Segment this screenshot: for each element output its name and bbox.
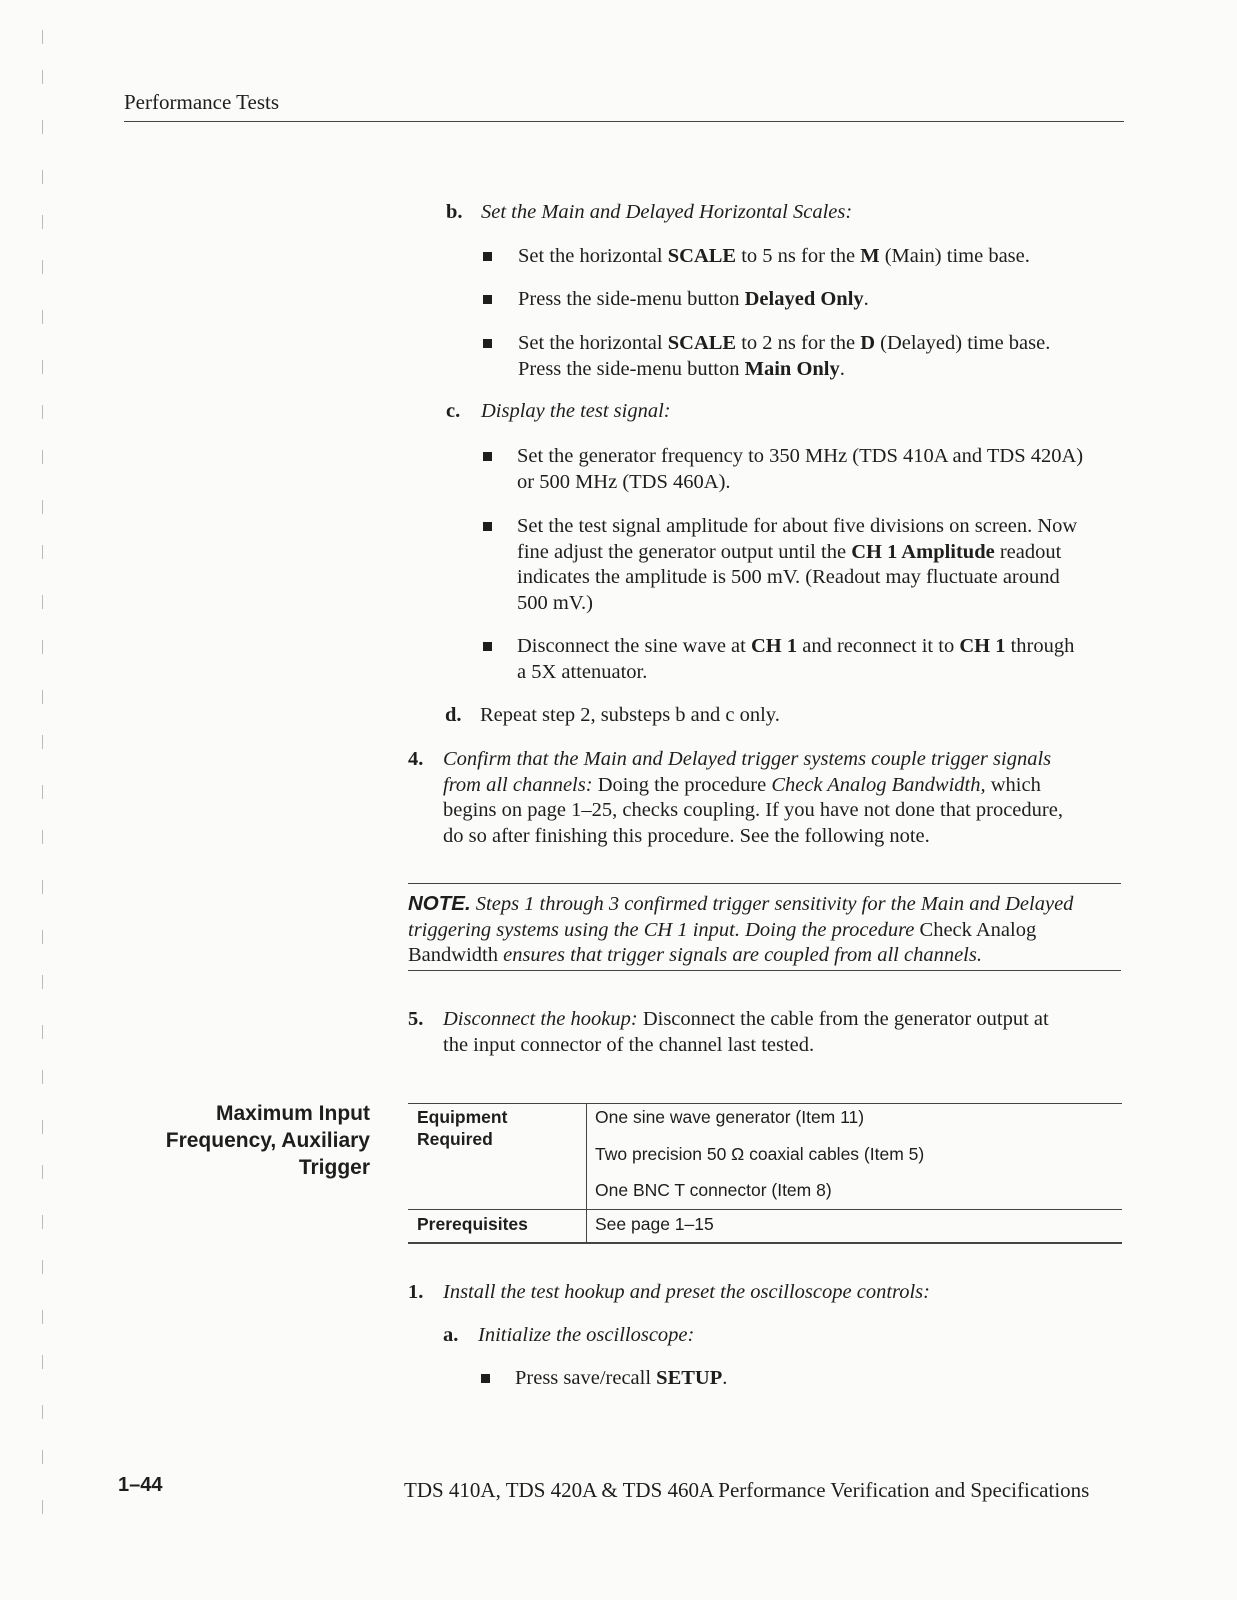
step-4-marker: 4. <box>408 748 424 770</box>
bullet-square-icon <box>483 522 492 531</box>
prerequisites-value: See page 1–15 <box>595 1214 714 1234</box>
substep-c-marker: c. <box>446 400 461 422</box>
bullet-square-icon <box>483 642 492 651</box>
procedure-step-1-title: Install the test hookup and preset the oscilloscope controls: <box>443 1281 930 1303</box>
substep-d-text: Repeat step 2, substeps b and c only. <box>480 704 780 726</box>
bullet-square-icon <box>483 295 492 304</box>
substep-b-marker: b. <box>446 201 463 223</box>
procedure-substep-a-marker: a. <box>443 1324 459 1346</box>
equipment-item: One BNC T connector (Item 8) <box>595 1180 832 1200</box>
note-label: NOTE. <box>408 892 471 915</box>
note-top-rule <box>408 883 1121 884</box>
header-rule <box>124 121 1124 122</box>
binding-edge-marks <box>38 30 48 1550</box>
procedure-step-1-marker: 1. <box>408 1281 424 1303</box>
section-heading: Maximum Input Frequency, Auxiliary Trigger <box>165 1102 370 1179</box>
bullet-square-icon <box>483 452 492 461</box>
note-block: NOTE. Steps 1 through 3 confirmed trigger sensitivity for the Main and Delayed triggering systems using the CH 1 input. Doing the procedure Check Analog Bandwidth ensures that trigger signals are coupled from all channels. <box>408 892 1074 966</box>
procedure-substep-a-title: Initialize the oscilloscope: <box>478 1324 695 1346</box>
bullet-square-icon <box>483 339 492 348</box>
substep-c-title: Display the test signal: <box>481 400 671 422</box>
prerequisites-label: Prerequisites <box>417 1214 528 1234</box>
step-5-marker: 5. <box>408 1008 424 1030</box>
equipment-item: One sine wave generator (Item 11) <box>595 1107 865 1127</box>
page-number: 1–44 <box>118 1474 163 1496</box>
bullet-square-icon <box>483 252 492 261</box>
substep-b-title: Set the Main and Delayed Horizontal Scales: <box>481 201 853 223</box>
note-bottom-rule <box>408 970 1121 971</box>
equipment-required-label: Equipment Required <box>417 1107 508 1149</box>
bullet-square-icon <box>481 1374 490 1383</box>
footer-title: TDS 410A, TDS 420A & TDS 460A Performance Verification and Specifications <box>404 1478 1090 1502</box>
substep-d-marker: d. <box>445 704 462 726</box>
equipment-item: Two precision 50 Ω coaxial cables (Item 5) <box>595 1144 925 1164</box>
running-head: Performance Tests <box>124 90 280 114</box>
